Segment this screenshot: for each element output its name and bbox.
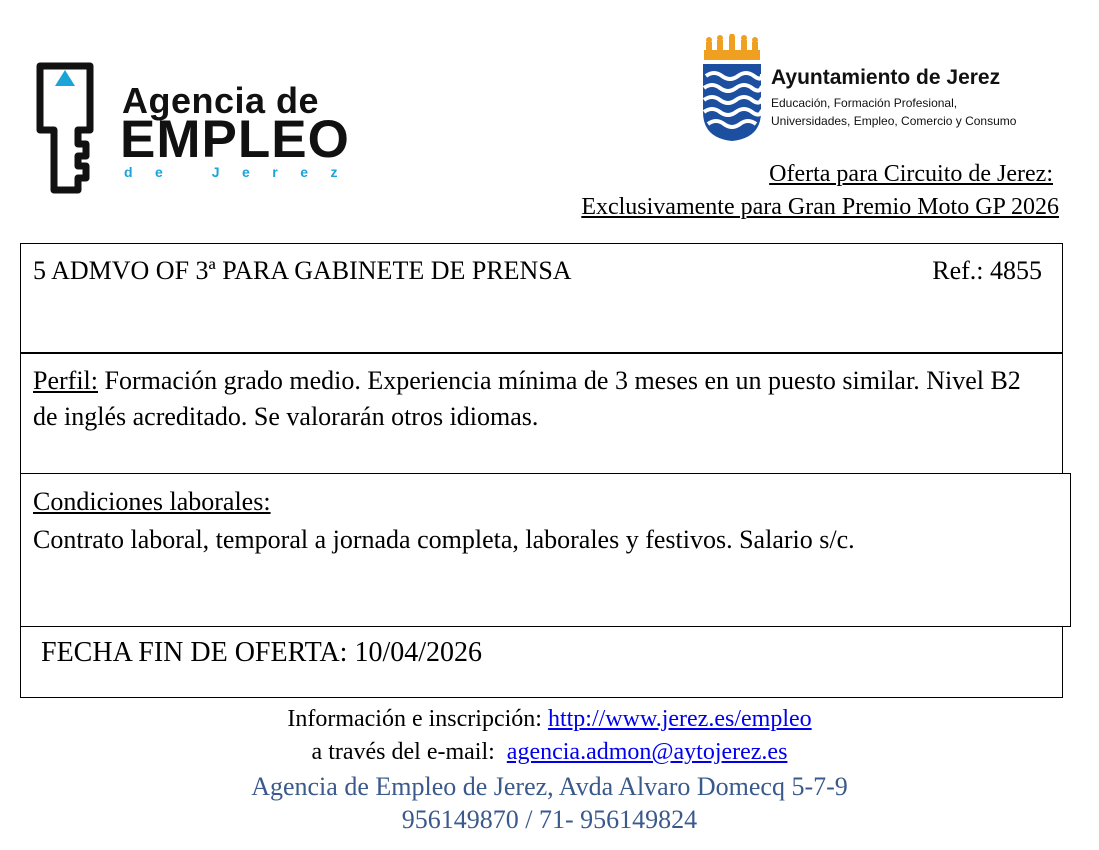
- job-title: 5 ADMVO OF 3ª PARA GABINETE DE PRENSA: [33, 256, 572, 285]
- jerez-crest-icon: [700, 34, 764, 142]
- offer-heading-line2: Exclusivamente para Gran Premio Moto GP 2026: [581, 194, 1059, 220]
- profile-paragraph: [33, 363, 1043, 435]
- logo-agencia-de: Agencia de: [122, 80, 320, 121]
- ayuntamiento-title: Ayuntamiento de Jerez: [771, 66, 1001, 89]
- logo-empleo: EMPLEO: [120, 110, 350, 169]
- conditions-box: [20, 473, 1071, 627]
- footer-address: Agencia de Empleo de Jerez, Avda Alvaro Domecq 5-7-9: [251, 772, 848, 801]
- key-icon: [34, 60, 96, 196]
- email-link[interactable]: agencia.admon@aytojerez.es: [506, 739, 788, 765]
- ayuntamiento-subtitle-2: Universidades, Empleo, Comercio y Consumo: [771, 114, 1017, 128]
- footer-info-label: Información e inscripción:: [287, 706, 542, 732]
- profile-label: Perfil:: [33, 366, 98, 395]
- job-reference: Ref.: 4855: [932, 256, 1042, 285]
- employment-url-link[interactable]: http://www.jerez.es/empleo: [547, 706, 812, 732]
- footer-info-line: [0, 706, 1099, 733]
- deadline-box: [20, 626, 1063, 698]
- conditions-label: Condiciones laborales:: [33, 487, 271, 516]
- profile-text: Formación grado medio. Experiencia mínima de 3 meses en un puesto similar. Nivel B2 de inglés acreditado. Se valorarán otros idiomas.: [33, 366, 1021, 431]
- conditions-text: Contrato laboral, temporal a jornada completa, laborales y festivos. Salario s/c.: [33, 525, 855, 554]
- profile-box: [20, 352, 1063, 474]
- logo-de-jerez: de Jerez: [124, 164, 361, 180]
- ayuntamiento-subtitle-1: Educación, Formación Profesional,: [771, 96, 958, 110]
- footer-phones: 956149870 / 71- 956149824: [401, 805, 698, 834]
- footer-email-label: a través del e-mail:: [311, 739, 495, 765]
- job-title-box: [20, 243, 1063, 354]
- deadline-text: FECHA FIN DE OFERTA: 10/04/2026: [41, 637, 482, 668]
- footer-email-line: [0, 739, 1099, 766]
- offer-heading-line1: Oferta para Circuito de Jerez:: [769, 161, 1053, 187]
